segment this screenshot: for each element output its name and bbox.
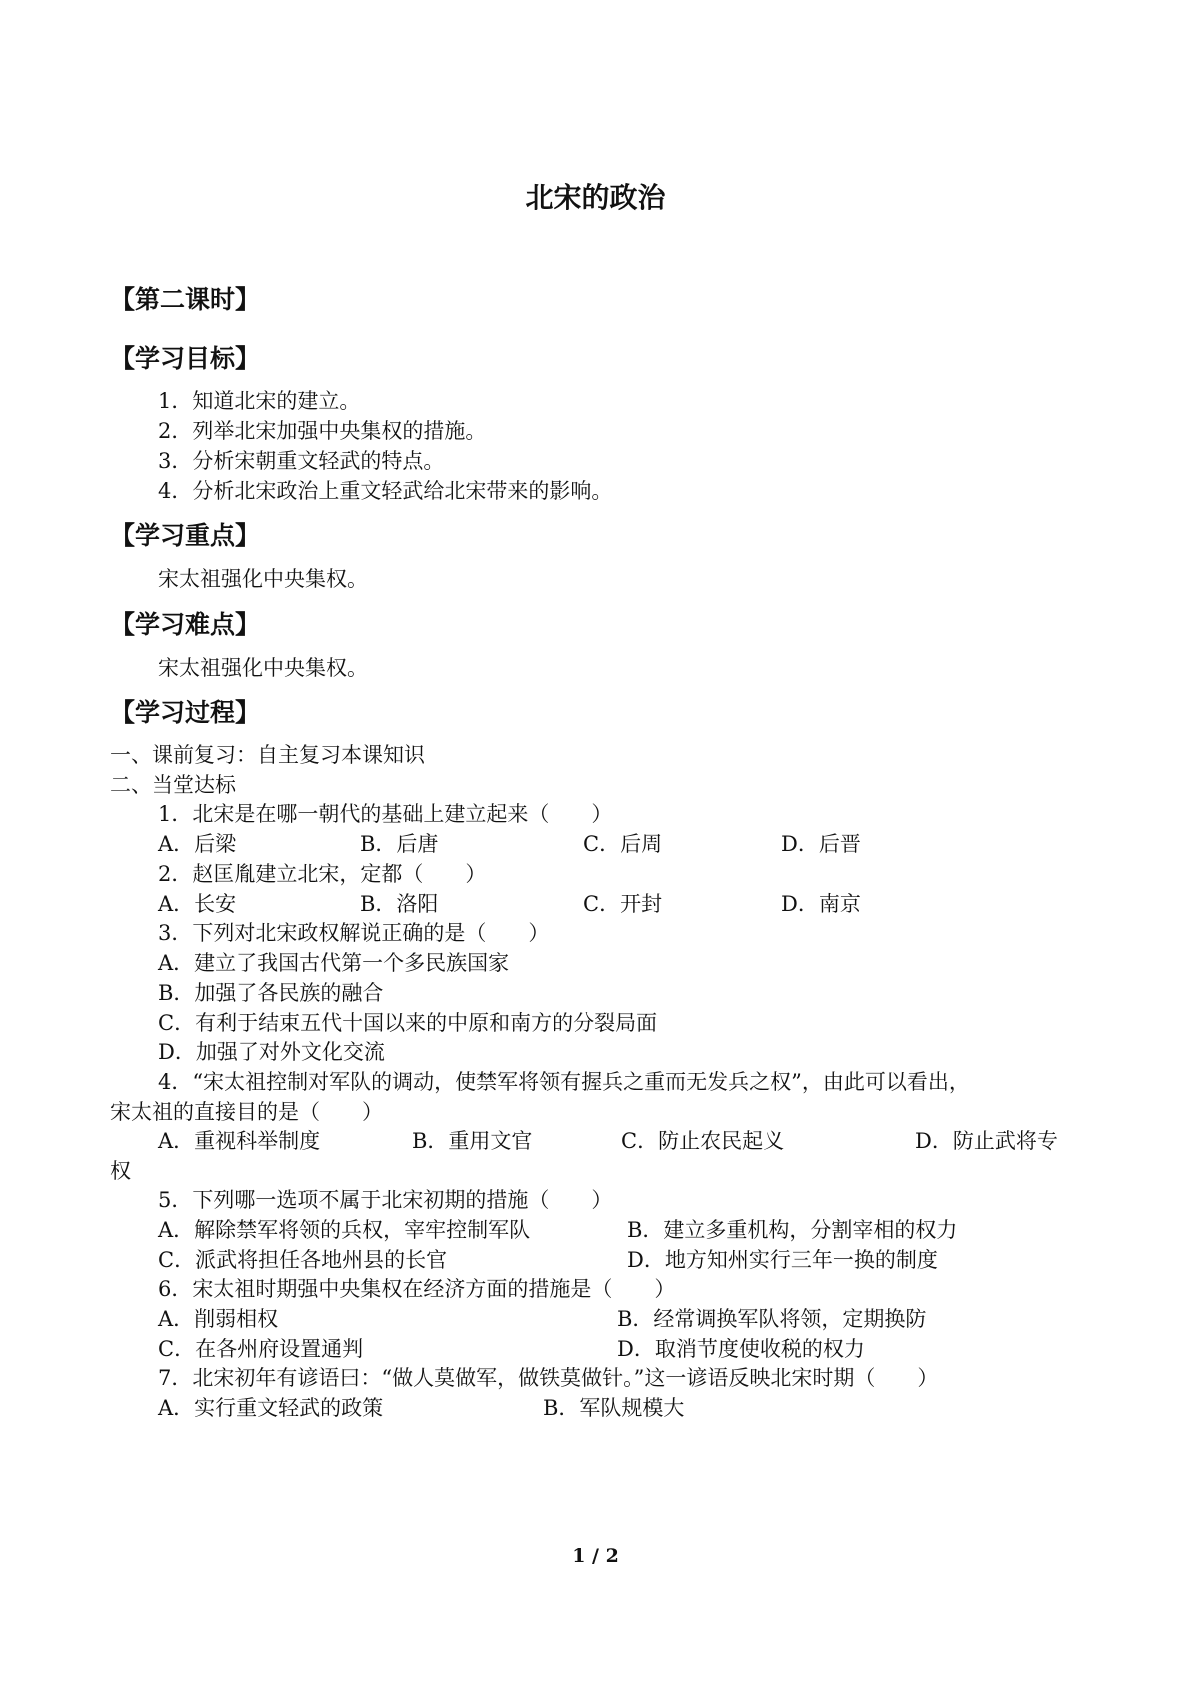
option-d: D．加强了对外文化交流: [158, 1040, 385, 1064]
question-stem: 4．“宋太祖控制对军队的调动，使禁军将领有握兵之重而无发兵之权”，由此可以看出，: [158, 1070, 970, 1094]
option-c: C．开封: [583, 892, 663, 916]
option-d: D．南京: [781, 892, 861, 916]
goal-item: 3．分析宋朝重文轻武的特点。: [158, 449, 445, 473]
section-review: 一、课前复习：自主复习本课知识: [110, 743, 425, 767]
option-a: A．建立了我国古代第一个多民族国家: [158, 951, 510, 975]
heading-lesson: 【第二课时】: [110, 285, 261, 314]
question-stem: 1．北宋是在哪一朝代的基础上建立起来（ ）: [158, 802, 613, 826]
heading-goals: 【学习目标】: [110, 344, 261, 373]
option-d: D．地方知州实行三年一换的制度: [627, 1248, 938, 1272]
option-b: B．重用文官: [412, 1129, 533, 1153]
option-b: B．洛阳: [360, 892, 439, 916]
goal-item: 1．知道北宋的建立。: [158, 389, 361, 413]
option-d: D．后晋: [781, 832, 861, 856]
option-d: D．防止武将专: [915, 1129, 1058, 1153]
option-b: B．建立多重机构，分割宰相的权力: [627, 1218, 958, 1242]
page-title: 北宋的政治: [525, 181, 666, 214]
option-b: B．加强了各民族的融合: [158, 981, 384, 1005]
option-d-wrap: 权: [110, 1159, 131, 1183]
option-b: B．军队规模大: [543, 1396, 685, 1420]
heading-difficulty: 【学习难点】: [110, 610, 261, 639]
option-c: C．防止农民起义: [621, 1129, 785, 1153]
option-a: A．重视科举制度: [158, 1129, 321, 1153]
question-stem: 3．下列对北宋政权解说正确的是（ ）: [158, 921, 550, 945]
option-a: A．长安: [158, 892, 237, 916]
question-stem: 7．北宋初年有谚语曰：“做人莫做军，做铁莫做针。”这一谚语反映北宋时期（ ）: [158, 1366, 939, 1390]
option-a: A．实行重文轻武的政策: [158, 1396, 384, 1420]
goal-item: 4．分析北宋政治上重文轻武给北宋带来的影响。: [158, 479, 613, 503]
option-c: C．后周: [583, 832, 663, 856]
question-stem: 2．赵匡胤建立北宋，定都（ ）: [158, 862, 487, 886]
key-text: 宋太祖强化中央集权。: [158, 567, 368, 591]
option-c: C．在各州府设置通判: [158, 1337, 364, 1361]
goal-item: 2．列举北宋加强中央集权的措施。: [158, 419, 487, 443]
section-practice: 二、当堂达标: [110, 773, 236, 797]
option-c: C．有利于结束五代十国以来的中原和南方的分裂局面: [158, 1011, 658, 1035]
option-d: D．取消节度使收税的权力: [617, 1337, 865, 1361]
option-c: C．派武将担任各地州县的长官: [158, 1248, 448, 1272]
option-a: A．削弱相权: [158, 1307, 279, 1331]
question-stem: 5．下列哪一选项不属于北宋初期的措施（ ）: [158, 1188, 613, 1212]
question-stem-cont: 宋太祖的直接目的是（ ）: [110, 1100, 383, 1124]
option-b: B．后唐: [360, 832, 439, 856]
heading-key: 【学习重点】: [110, 521, 261, 550]
heading-process: 【学习过程】: [110, 698, 261, 727]
option-a: A．解除禁军将领的兵权，宰牢控制军队: [158, 1218, 531, 1242]
question-stem: 6．宋太祖时期强中央集权在经济方面的措施是（ ）: [158, 1277, 676, 1301]
option-a: A．后梁: [158, 832, 237, 856]
difficulty-text: 宋太祖强化中央集权。: [158, 656, 368, 680]
page-number: 1 / 2: [572, 1545, 619, 1567]
option-b: B．经常调换军队将领，定期换防: [617, 1307, 927, 1331]
